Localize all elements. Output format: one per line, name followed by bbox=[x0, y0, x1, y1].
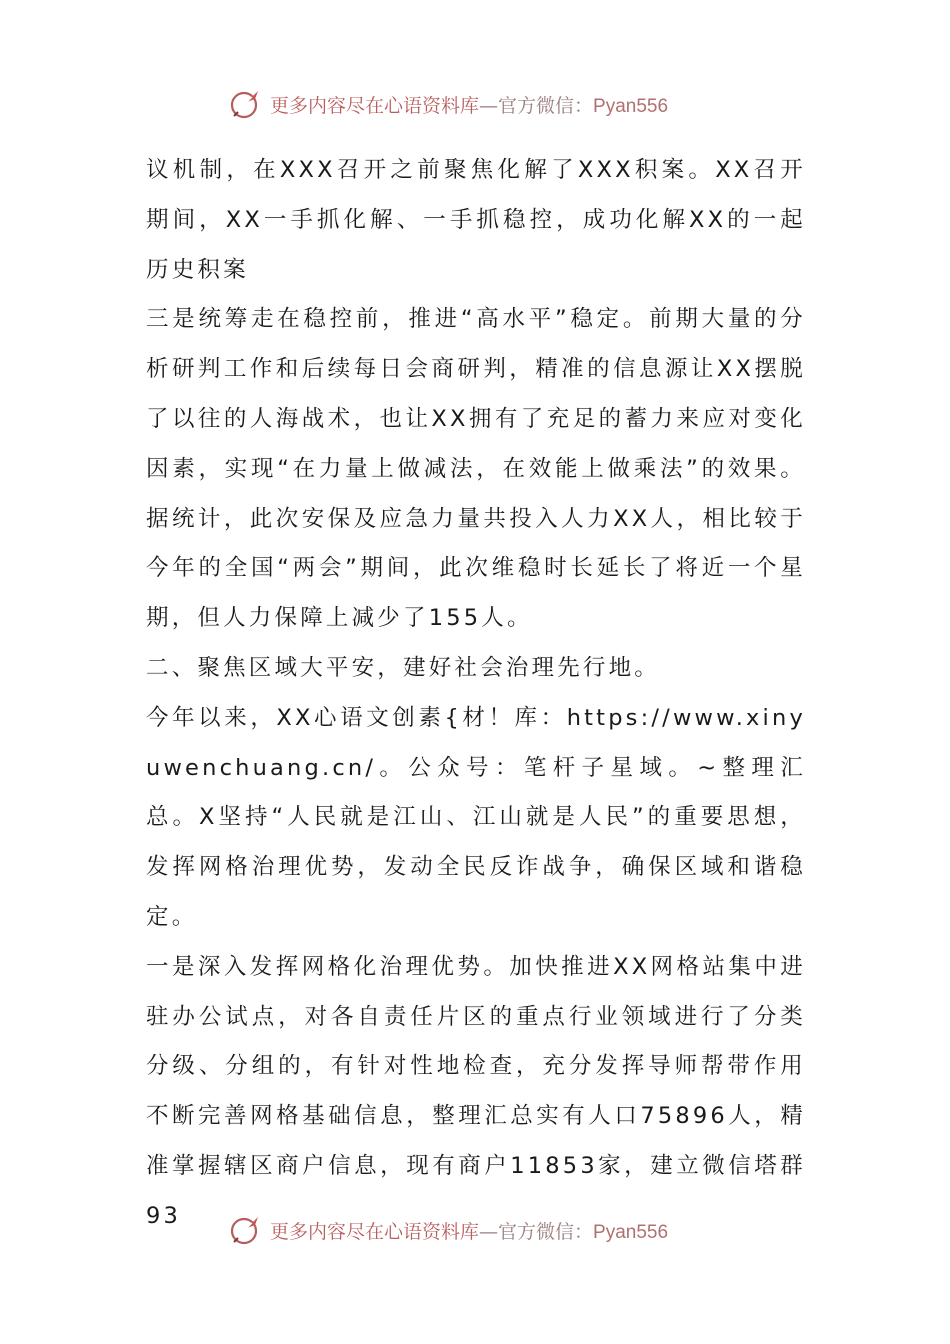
footer-wechat-id: Pyan556 bbox=[593, 1221, 669, 1243]
paragraph: 一是深入发挥网格化治理优势。加快推进XX网格站集中进驻办公试点，对各自责任片区的重点行业领域进行了分类分级、分组的，有针对性地检查，充分发挥导师帮带作用不断完善网格基础信息，整理汇总实有人口75896人，精准掌握辖区商户信息，现有商户11853家，建立微信塔群93 bbox=[146, 953, 806, 1229]
document-body bbox=[146, 146, 806, 1242]
quill-logo-icon bbox=[228, 1212, 264, 1248]
header-banner bbox=[228, 84, 748, 124]
paragraph: 今年以来，XX心语文创素{材！库：https://www.xinyuwenchuang.cn/。公众号：笔杆子星域。~整理汇总。X坚持“人民就是江山、江山就是人民”的重要思想，发挥网格治理优势，发动全民反诈战争，确保区域和谐稳定。 bbox=[146, 704, 806, 930]
header-main-text: 更多内容尽在心语资料库 bbox=[270, 94, 480, 117]
footer-text bbox=[270, 1217, 668, 1244]
footer-banner bbox=[228, 1210, 748, 1250]
paragraph: 三是统筹走在稳控前，推进“高水平”稳定。前期大量的分析研判工作和后续每日会商研判，精准的信息源让XX摆脱了以往的人海战术，也让XX拥有了充足的蓄力来应对变化因素，实现“在力量上做减法，在效能上做乘法”的效果。据统计，此次安保及应急力量共投入人力XX人，相比较于今年的全国“两会”期间，此次维稳时长延长了将近一个星期，但人力保障上减少了155人。 bbox=[146, 306, 806, 632]
footer-main-text: 更多内容尽在心语资料库 bbox=[270, 1220, 480, 1243]
paragraph: 议机制，在XXX召开之前聚焦化解了XXX积案。XX召开期间，XX一手抓化解、一手抓稳控，成功化解XX的一起历史积案 bbox=[146, 157, 806, 283]
header-text bbox=[270, 91, 668, 118]
header-sub-text: —官方微信： bbox=[479, 94, 594, 117]
section-heading: 二、聚焦区域大平安，建好社会治理先行地。 bbox=[146, 654, 661, 681]
quill-logo-icon bbox=[228, 86, 264, 122]
header-wechat-id: Pyan556 bbox=[593, 95, 669, 117]
footer-sub-text: —官方微信： bbox=[479, 1220, 594, 1243]
